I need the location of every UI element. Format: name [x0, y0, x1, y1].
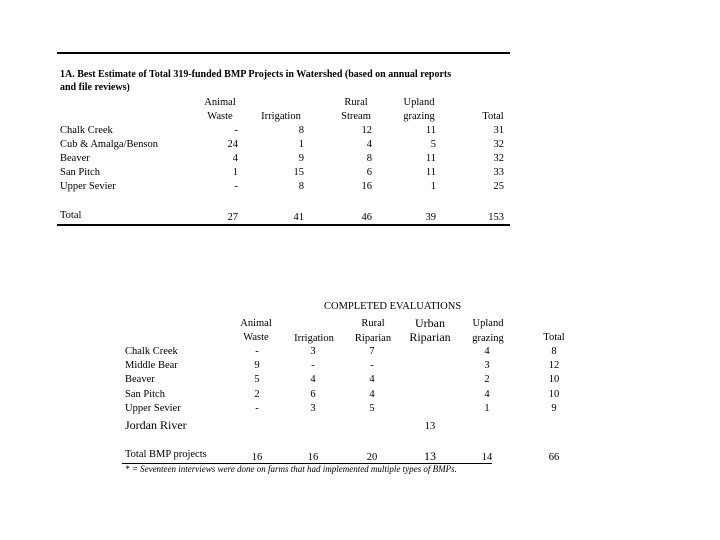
table2-total-rural: 20: [366, 452, 378, 463]
table1-cell-upland: 11: [425, 125, 436, 136]
table2-cell-rural: 4: [369, 389, 375, 400]
table2-row-name: San Pitch: [125, 389, 165, 400]
table2-total-irrigation: 16: [307, 452, 319, 463]
table1-total-label: Total: [60, 210, 82, 221]
table1-cell-irrigation: 8: [298, 181, 304, 192]
table1-header-irrigation: Irrigation: [261, 111, 301, 122]
table1-cell-total: 31: [493, 125, 504, 136]
table2-cell-irrigation: 6: [310, 389, 316, 400]
table1-bottom-rule: [57, 224, 510, 226]
table1-cell-total: 33: [493, 167, 504, 178]
table2-cell-rural: 4: [369, 374, 375, 385]
table1-total-total: 153: [488, 212, 504, 223]
table2-cell-rural: 7: [369, 346, 375, 357]
table2-total-animal: 16: [251, 452, 263, 463]
table2-header-rural-line1: Rural: [361, 318, 385, 329]
table2-cell-rural: -: [370, 360, 374, 371]
table1-header-upland-line2: grazing: [403, 111, 435, 122]
table2-cell-rural: 5: [369, 403, 375, 414]
table2-total-label: Total BMP projects: [125, 449, 207, 460]
table2-cell-urban: 13: [424, 421, 436, 432]
table2-cell-irrigation: 3: [310, 403, 316, 414]
table2-cell-total: 8: [551, 346, 557, 357]
table1-row-name: San Pitch: [60, 167, 100, 178]
table1-top-rule: [57, 52, 510, 54]
table2-row-name: Middle Bear: [125, 360, 178, 371]
table1-cell-rural: 4: [366, 139, 372, 150]
table1-row-name: Cub & Amalga/Benson: [60, 139, 158, 150]
table2-row-name: Beaver: [125, 374, 155, 385]
table1-total-irrigation: 41: [293, 212, 304, 223]
table2-cell-total: 10: [548, 389, 560, 400]
table2-footnote: * = Seventeen interviews were done on farms that had implemented multiple types of BMPs.: [125, 464, 457, 474]
table1-cell-animal: 24: [227, 139, 238, 150]
table1-cell-animal: 4: [232, 153, 238, 164]
table1-cell-upland: 11: [425, 153, 436, 164]
table2-header-upland-line2: grazing: [472, 333, 504, 344]
table2-header-urban-line1: Urban: [415, 316, 445, 330]
table1-cell-irrigation: 8: [298, 125, 304, 136]
table1-cell-upland: 1: [430, 181, 436, 192]
table2-header-animal-line2: Waste: [243, 332, 269, 343]
table2-total-total: 66: [548, 452, 560, 463]
table1-cell-irrigation: 9: [298, 153, 304, 164]
table1-cell-animal: -: [234, 125, 238, 136]
table1-cell-total: 32: [493, 153, 504, 164]
table1-title-line1: 1A. Best Estimate of Total 319-funded BMP Projects in Watershed (based on annual reports: [60, 69, 452, 80]
table1-header-upland-line1: Upland: [403, 97, 435, 108]
table2-cell-irrigation: -: [311, 360, 315, 371]
table2-cell-upland: 3: [484, 360, 490, 371]
table2-cell-upland: 2: [484, 374, 490, 385]
table1-header-animal-line1: Animal: [204, 97, 236, 108]
table2-cell-total: 12: [548, 360, 560, 371]
table1-cell-rural: 16: [361, 181, 372, 192]
table2-row-name: Upper Sevier: [125, 403, 181, 414]
table2-cell-upland: 4: [484, 346, 490, 357]
table2-cell-upland: 1: [484, 403, 490, 414]
table1-cell-animal: -: [234, 181, 238, 192]
table2-cell-irrigation: 3: [310, 346, 316, 357]
table2-total-upland: 14: [481, 452, 493, 463]
table2-title: COMPLETED EVALUATIONS: [324, 301, 462, 312]
table2-row-name: Chalk Creek: [125, 346, 178, 357]
table2-cell-irrigation: 4: [310, 374, 316, 385]
table1-cell-rural: 12: [361, 125, 372, 136]
table2-header-upland-line1: Upland: [472, 318, 504, 329]
table1-cell-irrigation: 15: [293, 167, 304, 178]
table1-header-total: Total: [482, 111, 504, 122]
table1-cell-animal: 1: [232, 167, 238, 178]
table1-title-line2: and file reviews): [60, 82, 130, 93]
table1-header-rural-line2: Stream: [341, 111, 371, 122]
table2-row-name: Jordan River: [125, 418, 187, 432]
table2-cell-animal: 5: [254, 374, 260, 385]
table1-row-name: Upper Sevier: [60, 181, 116, 192]
table2-header-animal-line1: Animal: [240, 318, 272, 329]
table1-total-rural: 46: [361, 212, 372, 223]
table2-cell-animal: -: [255, 346, 259, 357]
table1-cell-rural: 8: [366, 153, 372, 164]
table2-header-irrigation: Irrigation: [294, 333, 334, 344]
table2-total-urban: 13: [424, 449, 436, 463]
table1-total-upland: 39: [425, 212, 436, 223]
table2-cell-animal: 2: [254, 389, 260, 400]
table1-row-name: Beaver: [60, 153, 90, 164]
table1-header-rural-line1: Rural: [344, 97, 368, 108]
table1-cell-rural: 6: [366, 167, 372, 178]
table2-cell-animal: 9: [254, 360, 260, 371]
table2-cell-upland: 4: [484, 389, 490, 400]
table2-header-urban-line2: Riparian: [409, 330, 451, 344]
table2-header-rural-line2: Riparian: [354, 333, 392, 344]
table2-cell-total: 9: [551, 403, 557, 414]
table1-cell-irrigation: 1: [298, 139, 304, 150]
table1-row-name: Chalk Creek: [60, 125, 113, 136]
table1-cell-total: 25: [493, 181, 504, 192]
table2-header-total: Total: [543, 332, 565, 343]
table2-cell-total: 10: [548, 374, 560, 385]
table1-cell-upland: 11: [425, 167, 436, 178]
table1-cell-upland: 5: [430, 139, 436, 150]
table1-total-animal: 27: [227, 212, 238, 223]
table1-header-animal-line2: Waste: [207, 111, 233, 122]
table2-cell-animal: -: [255, 403, 259, 414]
table1-cell-total: 32: [493, 139, 504, 150]
